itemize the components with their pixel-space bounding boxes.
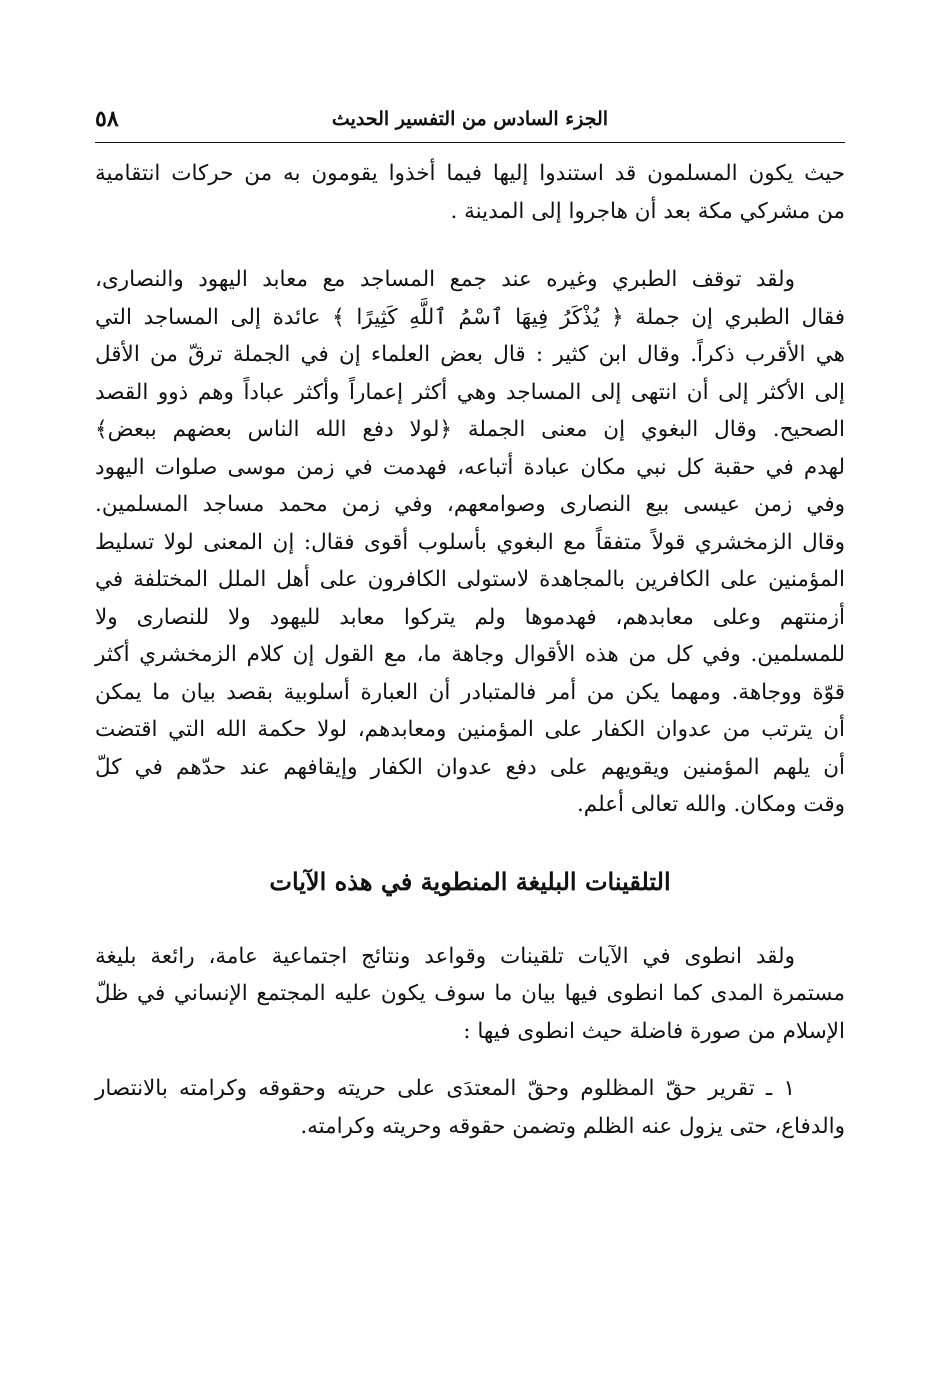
paragraph-3 [95,938,845,1051]
text-line: وقال الزمخشري قولاً متفقاً مع البغوي بأسلوب أقوى فقال: إن المعنى لولا تسليط [95,529,845,555]
text-line: أزمنتهم وعلى معابدهم، فهدموها ولم يتركوا معابد لليهود ولا للنصارى ولا [95,604,845,630]
text-line: من مشركي مكة بعد أن هاجروا إلى المدينة . [450,198,845,224]
paragraph-2 [95,261,845,824]
text-line: وفي زمن عيسى بيع النصارى وصوامعهم، وفي زمن محمد مساجد المسلمين. [95,492,845,517]
page-number: ٥٨ [95,106,119,132]
text-line: المؤمنين على الكافرين بالمجاهدة لاستولى الكافرون على أهل الملل المختلفة في [95,567,845,592]
text-line: الصحيح. وقال البغوي إن معنى الجملة ﴿لولا دفع الله الناس بعضهم ببعض﴾ [95,417,845,442]
running-header [95,102,845,143]
text-line: ١ ـ تقرير حقّ المظلوم وحقّ المعتدَى على حريته وحقوقه وكرامته بالانتصار [95,1076,795,1101]
text-line: ولقد توقف الطبري وغيره عند جمع المساجد مع معابد اليهود والنصارى، [95,267,795,292]
paragraph-1 [95,155,845,230]
text-line: أن يلهم المؤمنين ويقويهم على دفع عدوان الكفار وإيقافهم عند حدّهم في كلّ [95,754,845,780]
text-line: حيث يكون المسلمون قد استندوا إليها فيما أخذوا يقومون به من حركات انتقامية [95,161,845,186]
paragraph-4 [95,1070,845,1145]
header-title: الجزء السادس من التفسير الحديث [331,108,609,130]
section-heading: التلقينات البليغة المنطوية في هذه الآيات [269,866,671,896]
book-page [95,102,845,1145]
text-line: وقت ومكان. والله تعالى أعلم. [576,792,845,817]
text-line: أن يترتب من عدوان الكفار على المؤمنين ومعابدهم، لولا حكمة الله التي اقتضت [95,717,845,742]
text-line: لهدم في حقبة كل نبي مكان عبادة أتباعه، فهدمت في زمن موسى صلوات اليهود [95,454,845,480]
text-line: قوّة ووجاهة. ومهما يكن من أمر فالمتبادر أن العبارة أسلوبية بقصد بيان ما يمكن [95,679,845,705]
text-line: هي الأقرب ذكراً. وقال ابن كثير : قال بعض العلماء إن في الجملة ترقّ من الأقل [95,342,845,367]
text-line: فقال الطبري إن جملة ﴿ يُذْكَرُ فِيهَا ٱسْمُ ٱللَّهِ كَثِيرًا ﴾ عائدة إلى المساجد التي [95,304,845,330]
text-line: مستمرة المدى كما انطوى فيها بيان ما سوف يكون عليه المجتمع الإنساني في ظلّ [95,981,845,1006]
text-line: إلى الأكثر إلى أن انتهى إلى المساجد وهي أكثر إعماراً وأكثر عباداً وهم ذوو القصد [95,379,845,405]
text-line: للمسلمين. وفي كل من هذه الأقوال وجاهة ما، مع القول إن كلام الزمخشري أكثر [95,642,845,667]
text-line: ولقد انطوى في الآيات تلقينات وقواعد ونتائج اجتماعية عامة، رائعة بليغة [95,943,795,969]
text-line: الإسلام من صورة فاضلة حيث انطوى فيها : [463,1018,845,1044]
text-line: والدفاع، حتى يزول عنه الظلم وتضمن حقوقه وحريته وكرامته. [300,1113,845,1139]
